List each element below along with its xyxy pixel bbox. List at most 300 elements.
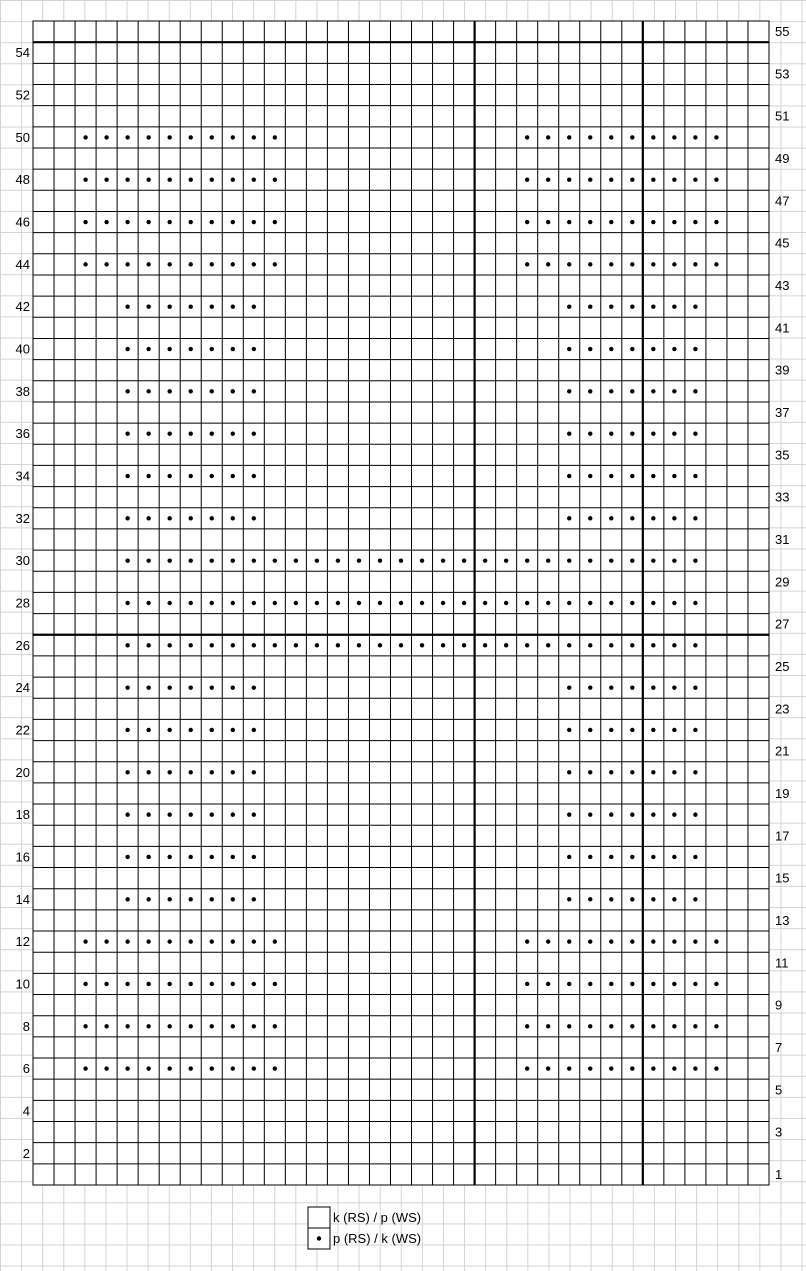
purl-dot <box>504 643 508 647</box>
purl-dot <box>189 516 193 520</box>
purl-dot <box>231 389 235 393</box>
purl-dot <box>525 939 529 943</box>
right-row-label: 53 <box>775 66 790 82</box>
purl-dot <box>651 728 655 732</box>
purl-dot <box>588 685 592 689</box>
purl-dot <box>167 1024 171 1028</box>
purl-dot <box>231 939 235 943</box>
purl-dot <box>210 347 214 351</box>
purl-dot <box>567 516 571 520</box>
purl-dot <box>231 347 235 351</box>
purl-dot <box>567 305 571 309</box>
right-row-label: 15 <box>775 870 790 886</box>
purl-dot <box>189 220 193 224</box>
purl-dot <box>567 897 571 901</box>
purl-dot <box>609 1066 613 1070</box>
purl-dot <box>167 728 171 732</box>
purl-dot <box>125 431 129 435</box>
left-row-label: 20 <box>15 764 30 780</box>
purl-dot <box>146 728 150 732</box>
purl-dot <box>146 347 150 351</box>
purl-dot <box>693 474 697 478</box>
purl-dot <box>588 601 592 605</box>
right-row-label: 43 <box>775 278 790 294</box>
purl-dot <box>441 558 445 562</box>
purl-dot <box>336 601 340 605</box>
purl-dot <box>378 643 382 647</box>
purl-dot <box>273 643 277 647</box>
purl-dot <box>273 1024 277 1028</box>
purl-dot <box>462 558 466 562</box>
purl-dot <box>651 220 655 224</box>
purl-dot <box>651 812 655 816</box>
purl-dot <box>189 347 193 351</box>
purl-dot <box>252 178 256 182</box>
purl-dot <box>588 770 592 774</box>
purl-dot <box>210 601 214 605</box>
purl-dot <box>567 812 571 816</box>
purl-dot <box>609 305 613 309</box>
purl-dot <box>567 770 571 774</box>
purl-dot <box>336 558 340 562</box>
purl-dot <box>399 558 403 562</box>
purl-dot <box>146 939 150 943</box>
purl-dot <box>189 1066 193 1070</box>
purl-dot <box>83 135 87 139</box>
purl-dot <box>146 558 150 562</box>
purl-dot <box>210 474 214 478</box>
purl-dot <box>672 939 676 943</box>
purl-dot <box>231 558 235 562</box>
purl-dot <box>567 431 571 435</box>
purl-dot <box>693 982 697 986</box>
purl-dot <box>630 1066 634 1070</box>
purl-dot <box>567 347 571 351</box>
purl-dot <box>378 601 382 605</box>
purl-dot <box>588 1066 592 1070</box>
right-row-label: 13 <box>775 912 790 928</box>
purl-dot <box>630 685 634 689</box>
purl-dot <box>231 643 235 647</box>
purl-dot <box>336 643 340 647</box>
purl-dot <box>651 770 655 774</box>
purl-dot <box>546 262 550 266</box>
purl-dot <box>714 1066 718 1070</box>
purl-dot <box>231 178 235 182</box>
purl-dot <box>125 939 129 943</box>
purl-dot <box>525 1024 529 1028</box>
purl-dot <box>189 685 193 689</box>
purl-dot <box>378 558 382 562</box>
purl-dot <box>651 939 655 943</box>
purl-dot <box>609 389 613 393</box>
right-row-label: 47 <box>775 193 790 209</box>
purl-dot <box>167 939 171 943</box>
left-row-label: 16 <box>15 849 30 865</box>
purl-dot <box>609 262 613 266</box>
left-row-label: 48 <box>15 172 30 188</box>
purl-dot <box>125 601 129 605</box>
purl-dot <box>146 812 150 816</box>
purl-dot <box>294 643 298 647</box>
purl-dot <box>273 558 277 562</box>
purl-dot <box>167 1066 171 1070</box>
purl-dot <box>651 982 655 986</box>
left-row-label: 18 <box>15 807 30 823</box>
purl-dot <box>252 347 256 351</box>
purl-dot <box>630 305 634 309</box>
purl-dot <box>567 601 571 605</box>
purl-dot <box>693 1024 697 1028</box>
purl-dot <box>588 728 592 732</box>
right-row-label: 31 <box>775 532 790 548</box>
purl-dot <box>189 982 193 986</box>
purl-dot <box>714 178 718 182</box>
purl-dot <box>651 1024 655 1028</box>
purl-dot <box>546 135 550 139</box>
purl-dot <box>567 135 571 139</box>
purl-dot <box>104 982 108 986</box>
purl-dot <box>252 897 256 901</box>
legend-knit-swatch <box>308 1207 330 1228</box>
purl-dot <box>273 262 277 266</box>
purl-dot <box>630 431 634 435</box>
purl-dot <box>567 178 571 182</box>
purl-dot <box>231 220 235 224</box>
purl-dot <box>231 601 235 605</box>
purl-dot <box>146 220 150 224</box>
purl-dot <box>146 305 150 309</box>
purl-dot <box>210 135 214 139</box>
purl-dot <box>167 685 171 689</box>
right-row-label: 49 <box>775 151 790 167</box>
purl-dot <box>83 1066 87 1070</box>
purl-dot <box>672 135 676 139</box>
purl-dot <box>525 262 529 266</box>
purl-dot <box>167 474 171 478</box>
purl-dot <box>693 135 697 139</box>
purl-dot <box>672 855 676 859</box>
purl-dot <box>252 305 256 309</box>
purl-dot <box>231 1066 235 1070</box>
purl-dot <box>146 431 150 435</box>
purl-dot <box>672 305 676 309</box>
left-row-labels <box>16 45 30 1161</box>
purl-dot <box>483 558 487 562</box>
purl-dot <box>693 728 697 732</box>
purl-dot <box>672 1024 676 1028</box>
purl-dot <box>462 643 466 647</box>
purl-dot <box>546 982 550 986</box>
purl-dot <box>146 516 150 520</box>
purl-dot <box>714 220 718 224</box>
purl-dot <box>357 601 361 605</box>
purl-dot <box>189 389 193 393</box>
purl-dot <box>189 262 193 266</box>
purl-dot <box>273 178 277 182</box>
purl-dot <box>588 474 592 478</box>
purl-dot <box>525 643 529 647</box>
left-row-label: 50 <box>15 129 30 145</box>
purl-dot <box>672 685 676 689</box>
purl-dot <box>588 178 592 182</box>
purl-dot <box>630 643 634 647</box>
purl-dot <box>125 812 129 816</box>
purl-dot <box>693 685 697 689</box>
purl-dot <box>714 135 718 139</box>
purl-dot <box>125 982 129 986</box>
purl-dot <box>525 601 529 605</box>
purl-dot <box>630 812 634 816</box>
purl-dot <box>146 178 150 182</box>
purl-dot <box>630 601 634 605</box>
right-row-label: 11 <box>775 955 789 971</box>
purl-dot <box>567 474 571 478</box>
purl-dot <box>210 262 214 266</box>
purl-dot <box>693 178 697 182</box>
right-row-label: 17 <box>775 828 790 844</box>
purl-dot <box>567 389 571 393</box>
left-row-label: 8 <box>22 1018 30 1034</box>
purl-dot <box>125 178 129 182</box>
purl-dot <box>167 305 171 309</box>
purl-dot <box>210 220 214 224</box>
purl-dot <box>483 643 487 647</box>
purl-dot <box>189 474 193 478</box>
legend <box>308 1207 421 1249</box>
left-row-label: 26 <box>15 637 30 653</box>
purl-dot <box>567 855 571 859</box>
purl-dot <box>672 770 676 774</box>
purl-dot <box>525 558 529 562</box>
purl-dot <box>252 1024 256 1028</box>
purl-dot <box>651 855 655 859</box>
purl-dot <box>315 601 319 605</box>
purl-dot <box>252 812 256 816</box>
purl-dot <box>693 305 697 309</box>
purl-dot <box>189 812 193 816</box>
right-row-label: 1 <box>775 1166 783 1182</box>
purl-dot <box>693 262 697 266</box>
purl-dot <box>651 389 655 393</box>
left-row-label: 46 <box>15 214 30 230</box>
purl-dot <box>504 558 508 562</box>
purl-dot <box>630 1024 634 1028</box>
purl-dot <box>210 982 214 986</box>
purl-dot <box>146 1066 150 1070</box>
purl-dot <box>609 135 613 139</box>
purl-dot <box>231 897 235 901</box>
purl-dot <box>146 770 150 774</box>
left-row-label: 54 <box>15 45 30 61</box>
purl-dot <box>567 643 571 647</box>
purl-dot <box>104 939 108 943</box>
purl-dot <box>125 728 129 732</box>
purl-dot <box>231 305 235 309</box>
left-row-label: 10 <box>15 976 30 992</box>
purl-dot <box>588 389 592 393</box>
purl-dot <box>546 1066 550 1070</box>
left-row-label: 44 <box>15 256 30 272</box>
right-row-label: 33 <box>775 489 790 505</box>
purl-dot <box>83 178 87 182</box>
left-row-label: 38 <box>15 383 30 399</box>
purl-dot <box>146 601 150 605</box>
purl-dot <box>210 178 214 182</box>
purl-dot <box>252 770 256 774</box>
purl-dot <box>189 897 193 901</box>
purl-dot <box>567 1066 571 1070</box>
purl-dot <box>273 135 277 139</box>
purl-dot <box>231 135 235 139</box>
purl-dot <box>104 1066 108 1070</box>
purl-dot <box>189 135 193 139</box>
purl-dot <box>252 982 256 986</box>
purl-dot <box>693 1066 697 1070</box>
purl-dot <box>546 178 550 182</box>
purl-dot <box>672 1066 676 1070</box>
purl-dot <box>567 1024 571 1028</box>
purl-dot <box>315 558 319 562</box>
purl-dot <box>231 1024 235 1028</box>
purl-dot <box>210 431 214 435</box>
purl-dot <box>231 770 235 774</box>
purl-dot <box>693 389 697 393</box>
purl-dot <box>651 643 655 647</box>
purl-dot <box>609 728 613 732</box>
purl-dot <box>651 178 655 182</box>
purl-dot <box>609 812 613 816</box>
purl-dot <box>357 558 361 562</box>
purl-dot <box>167 982 171 986</box>
legend-knit-label: k (RS) / p (WS) <box>333 1210 422 1225</box>
purl-dot <box>567 939 571 943</box>
purl-dot <box>672 643 676 647</box>
purl-dot <box>210 516 214 520</box>
purl-dot <box>630 855 634 859</box>
purl-dot <box>630 770 634 774</box>
purl-dot <box>231 516 235 520</box>
purl-dot <box>630 897 634 901</box>
purl-dot <box>210 643 214 647</box>
purl-dot <box>588 812 592 816</box>
purl-dot <box>630 347 634 351</box>
left-row-label: 40 <box>15 341 30 357</box>
purl-dot <box>546 643 550 647</box>
left-row-label: 36 <box>15 426 30 442</box>
purl-dot <box>567 685 571 689</box>
purl-dot <box>167 897 171 901</box>
purl-dot <box>125 558 129 562</box>
purl-dot <box>252 389 256 393</box>
purl-dot <box>588 643 592 647</box>
purl-dot <box>83 939 87 943</box>
purl-dot <box>189 855 193 859</box>
purl-dot <box>588 347 592 351</box>
purl-dot <box>630 178 634 182</box>
purl-dot <box>672 516 676 520</box>
purl-dot <box>693 770 697 774</box>
purl-dot <box>672 558 676 562</box>
purl-dot <box>167 135 171 139</box>
purl-dot <box>189 728 193 732</box>
purl-dot <box>672 728 676 732</box>
purl-dot <box>651 135 655 139</box>
purl-dot <box>167 262 171 266</box>
purl-dot <box>609 643 613 647</box>
purl-dot <box>588 982 592 986</box>
purl-dot <box>693 347 697 351</box>
purl-dot <box>357 643 361 647</box>
purl-dot <box>167 812 171 816</box>
purl-dot <box>125 1066 129 1070</box>
left-row-label: 42 <box>15 299 30 315</box>
purl-dot <box>273 982 277 986</box>
purl-dot <box>609 855 613 859</box>
purl-dot <box>546 558 550 562</box>
purl-dot <box>146 855 150 859</box>
purl-dot <box>231 431 235 435</box>
purl-dot <box>672 220 676 224</box>
purl-dot <box>693 516 697 520</box>
right-row-label: 3 <box>775 1124 783 1140</box>
purl-dot <box>609 982 613 986</box>
purl-dot <box>231 474 235 478</box>
purl-dot <box>525 135 529 139</box>
purl-dot <box>146 389 150 393</box>
purl-dot <box>651 474 655 478</box>
purl-dot <box>125 1024 129 1028</box>
right-row-label: 41 <box>775 320 790 336</box>
purl-dot <box>210 812 214 816</box>
purl-dot <box>167 431 171 435</box>
purl-dot <box>273 1066 277 1070</box>
purl-dot <box>210 939 214 943</box>
purl-dot <box>252 262 256 266</box>
purl-dot <box>252 601 256 605</box>
right-row-label: 29 <box>775 574 790 590</box>
purl-dot <box>630 939 634 943</box>
legend-purl-label: p (RS) / k (WS) <box>333 1231 422 1246</box>
purl-dot <box>672 431 676 435</box>
purl-dot <box>546 1024 550 1028</box>
left-row-label: 22 <box>15 722 30 738</box>
purl-dot <box>210 1066 214 1070</box>
purl-dot <box>693 643 697 647</box>
purl-dot <box>588 939 592 943</box>
purl-dot <box>189 770 193 774</box>
purl-dot <box>609 685 613 689</box>
purl-dot <box>167 643 171 647</box>
left-row-label: 28 <box>15 595 30 611</box>
purl-dot <box>189 1024 193 1028</box>
purl-dot <box>167 558 171 562</box>
purl-dot <box>630 558 634 562</box>
purl-dot <box>441 643 445 647</box>
purl-dot <box>588 516 592 520</box>
purl-dot <box>189 431 193 435</box>
left-row-label: 4 <box>22 1103 30 1119</box>
purl-dot <box>609 558 613 562</box>
purl-dot <box>189 305 193 309</box>
purl-dot <box>630 389 634 393</box>
purl-dot <box>83 262 87 266</box>
purl-dot <box>231 855 235 859</box>
purl-dot <box>125 262 129 266</box>
purl-dot <box>567 220 571 224</box>
left-row-label: 12 <box>15 934 30 950</box>
purl-dot <box>399 601 403 605</box>
